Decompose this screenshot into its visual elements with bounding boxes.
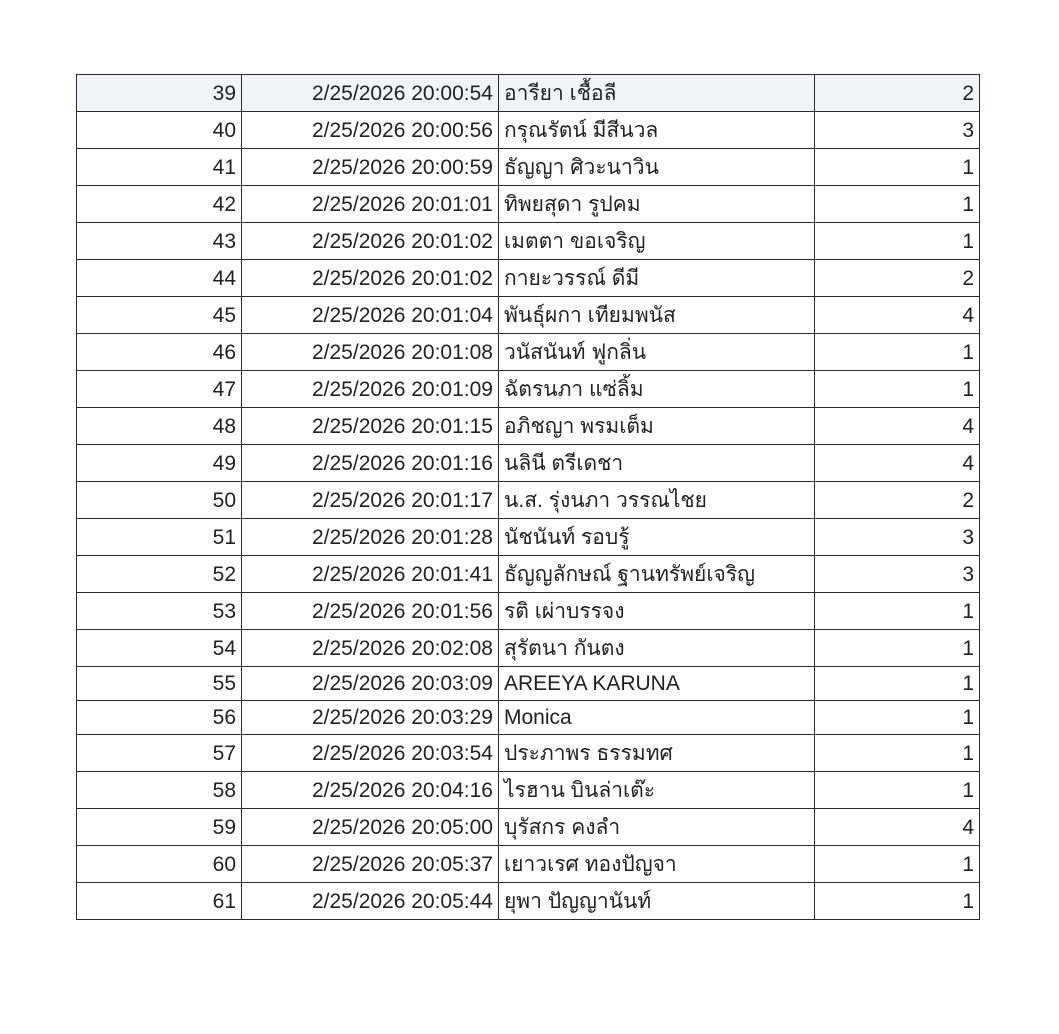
count-cell: 3: [815, 519, 980, 556]
table-row: [77, 149, 980, 186]
row-number-cell: 53: [77, 593, 242, 630]
row-number-cell: 49: [77, 445, 242, 482]
timestamp-cell: 2/25/2026 20:03:54: [242, 735, 499, 772]
name-cell: น.ส. รุ่งนภา วรรณไชย: [499, 482, 815, 519]
timestamp-cell: 2/25/2026 20:00:59: [242, 149, 499, 186]
name-cell: นัชนันท์ รอบรู้: [499, 519, 815, 556]
count-cell: 1: [815, 735, 980, 772]
table-row: [77, 260, 980, 297]
name-cell: AREEYA KARUNA: [499, 667, 815, 701]
timestamp-cell: 2/25/2026 20:01:17: [242, 482, 499, 519]
table-row: [77, 809, 980, 846]
table-row: [77, 846, 980, 883]
count-cell: 1: [815, 883, 980, 920]
row-number-cell: 61: [77, 883, 242, 920]
table-row: [77, 408, 980, 445]
name-cell: บุรัสกร คงลำ: [499, 809, 815, 846]
row-number-cell: 58: [77, 772, 242, 809]
name-cell: ไรฮาน บินล่าเต๊ะ: [499, 772, 815, 809]
count-cell: 4: [815, 809, 980, 846]
count-cell: 3: [815, 112, 980, 149]
count-cell: 4: [815, 408, 980, 445]
table-row: [77, 482, 980, 519]
count-cell: 3: [815, 556, 980, 593]
count-cell: 1: [815, 630, 980, 667]
table-row: [77, 112, 980, 149]
name-cell: อภิชญา พรมเต็ม: [499, 408, 815, 445]
table-row: [77, 186, 980, 223]
row-number-cell: 43: [77, 223, 242, 260]
name-cell: อารียา เชื้อลี: [499, 75, 815, 112]
table-row: [77, 593, 980, 630]
timestamp-cell: 2/25/2026 20:01:16: [242, 445, 499, 482]
count-cell: 1: [815, 371, 980, 408]
table-row: [77, 223, 980, 260]
timestamp-cell: 2/25/2026 20:01:41: [242, 556, 499, 593]
name-cell: รติ เผ่าบรรจง: [499, 593, 815, 630]
row-number-cell: 55: [77, 667, 242, 701]
timestamp-cell: 2/25/2026 20:05:37: [242, 846, 499, 883]
timestamp-cell: 2/25/2026 20:01:02: [242, 223, 499, 260]
row-number-cell: 41: [77, 149, 242, 186]
timestamp-cell: 2/25/2026 20:00:56: [242, 112, 499, 149]
name-cell: เมตตา ขอเจริญ: [499, 223, 815, 260]
name-cell: ประภาพร ธรรมทศ: [499, 735, 815, 772]
timestamp-cell: 2/25/2026 20:05:00: [242, 809, 499, 846]
row-number-cell: 40: [77, 112, 242, 149]
table-row: [77, 735, 980, 772]
timestamp-cell: 2/25/2026 20:01:08: [242, 334, 499, 371]
row-number-cell: 54: [77, 630, 242, 667]
name-cell: นลินี ตรีเดชา: [499, 445, 815, 482]
timestamp-cell: 2/25/2026 20:01:04: [242, 297, 499, 334]
timestamp-cell: 2/25/2026 20:04:16: [242, 772, 499, 809]
timestamp-cell: 2/25/2026 20:03:09: [242, 667, 499, 701]
count-cell: 1: [815, 593, 980, 630]
name-cell: ธัญญลักษณ์ ฐานทรัพย์เจริญ: [499, 556, 815, 593]
count-cell: 1: [815, 701, 980, 735]
count-cell: 4: [815, 445, 980, 482]
row-number-cell: 47: [77, 371, 242, 408]
table-row: [77, 445, 980, 482]
name-cell: เยาวเรศ ทองปัญจา: [499, 846, 815, 883]
timestamp-cell: 2/25/2026 20:01:56: [242, 593, 499, 630]
table-row: [77, 519, 980, 556]
row-number-cell: 59: [77, 809, 242, 846]
row-number-cell: 46: [77, 334, 242, 371]
response-table-body: [77, 75, 980, 920]
timestamp-cell: 2/25/2026 20:01:15: [242, 408, 499, 445]
timestamp-cell: 2/25/2026 20:00:54: [242, 75, 499, 112]
count-cell: 1: [815, 772, 980, 809]
count-cell: 1: [815, 223, 980, 260]
table-row: [77, 75, 980, 112]
table-row: [77, 371, 980, 408]
row-number-cell: 52: [77, 556, 242, 593]
row-number-cell: 39: [77, 75, 242, 112]
timestamp-cell: 2/25/2026 20:01:28: [242, 519, 499, 556]
name-cell: สุรัตนา กันตง: [499, 630, 815, 667]
count-cell: 2: [815, 260, 980, 297]
timestamp-cell: 2/25/2026 20:01:09: [242, 371, 499, 408]
row-number-cell: 51: [77, 519, 242, 556]
name-cell: วนัสนันท์ ฟูกลิ่น: [499, 334, 815, 371]
table-row: [77, 334, 980, 371]
name-cell: Monica: [499, 701, 815, 735]
name-cell: กายะวรรณ์ ดีมี: [499, 260, 815, 297]
timestamp-cell: 2/25/2026 20:05:44: [242, 883, 499, 920]
name-cell: กรุณรัตน์ มีสีนวล: [499, 112, 815, 149]
row-number-cell: 57: [77, 735, 242, 772]
timestamp-cell: 2/25/2026 20:03:29: [242, 701, 499, 735]
table-row: [77, 297, 980, 334]
timestamp-cell: 2/25/2026 20:02:08: [242, 630, 499, 667]
table-row: [77, 556, 980, 593]
name-cell: ทิพยสุดา รูปคม: [499, 186, 815, 223]
count-cell: 4: [815, 297, 980, 334]
name-cell: ธัญญา ศิวะนาวิน: [499, 149, 815, 186]
row-number-cell: 42: [77, 186, 242, 223]
row-number-cell: 60: [77, 846, 242, 883]
count-cell: 2: [815, 482, 980, 519]
table-row: [77, 630, 980, 667]
name-cell: ฉัตรนภา แซ่ลิ้ม: [499, 371, 815, 408]
table-row: [77, 772, 980, 809]
count-cell: 1: [815, 667, 980, 701]
row-number-cell: 50: [77, 482, 242, 519]
table-row: [77, 667, 980, 701]
timestamp-cell: 2/25/2026 20:01:02: [242, 260, 499, 297]
timestamp-cell: 2/25/2026 20:01:01: [242, 186, 499, 223]
count-cell: 1: [815, 186, 980, 223]
count-cell: 1: [815, 334, 980, 371]
table-row: [77, 701, 980, 735]
count-cell: 1: [815, 149, 980, 186]
count-cell: 1: [815, 846, 980, 883]
response-table: [76, 74, 980, 920]
row-number-cell: 45: [77, 297, 242, 334]
row-number-cell: 44: [77, 260, 242, 297]
name-cell: ยุพา ปัญญานันท์: [499, 883, 815, 920]
row-number-cell: 48: [77, 408, 242, 445]
table-row: [77, 883, 980, 920]
name-cell: พันธุ์ผกา เทียมพนัส: [499, 297, 815, 334]
row-number-cell: 56: [77, 701, 242, 735]
count-cell: 2: [815, 75, 980, 112]
